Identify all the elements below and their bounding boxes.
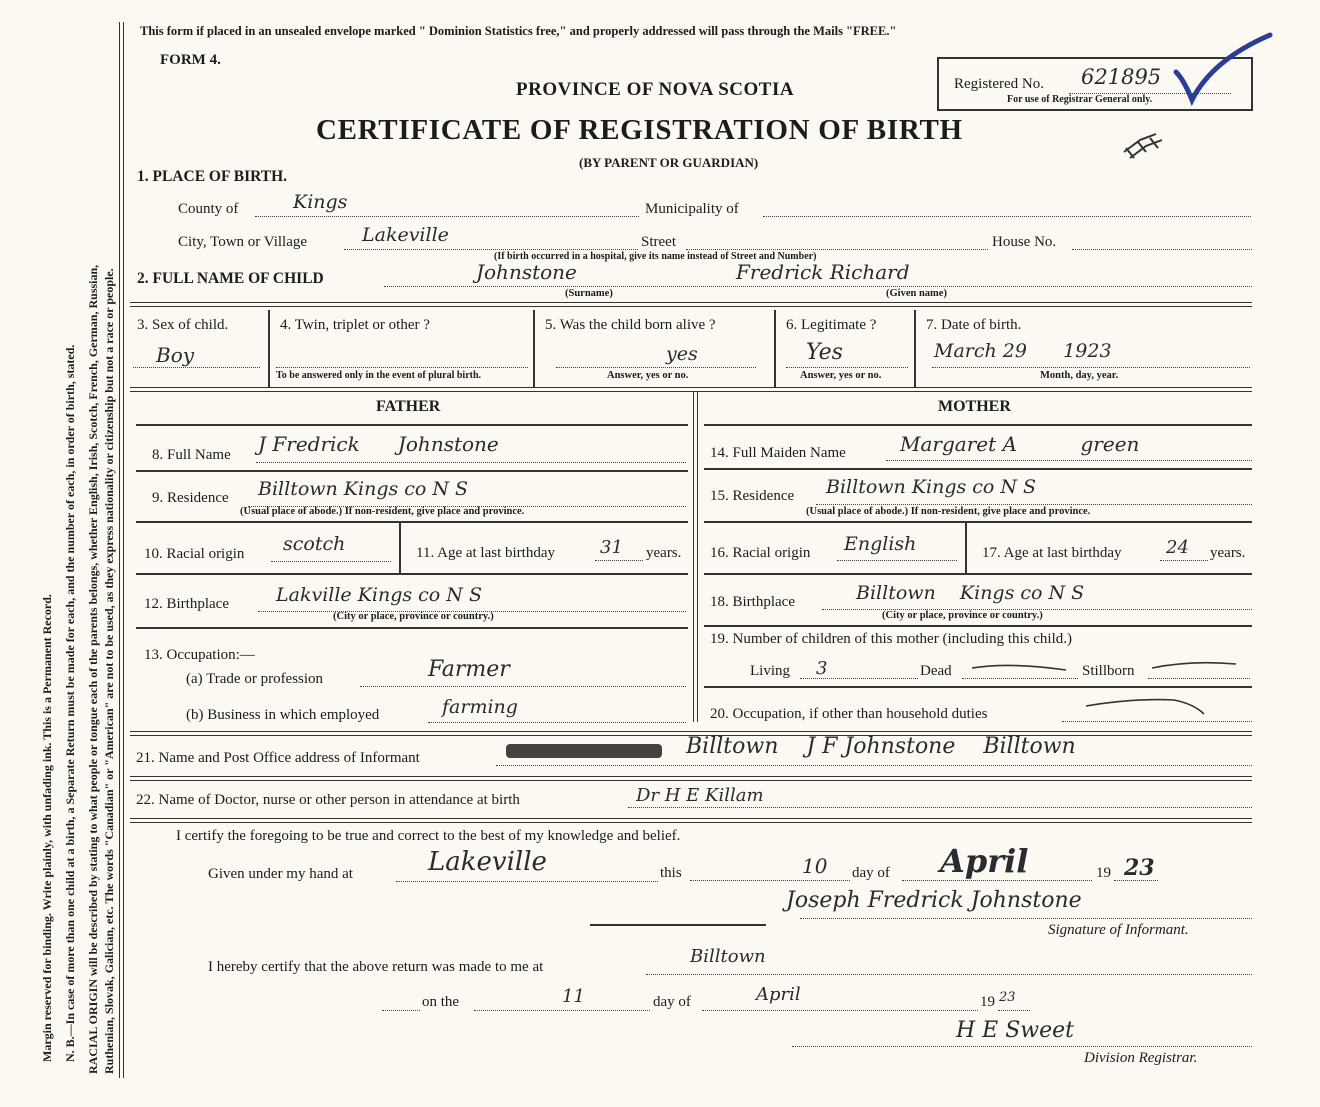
- registered-value: 621895: [1081, 65, 1162, 89]
- mother-name-value[interactable]: Margaret A green: [900, 432, 1140, 456]
- mother-residence-value[interactable]: Billtown Kings co N S: [826, 476, 1037, 498]
- dob-label: 7. Date of birth.: [926, 317, 1022, 333]
- father-residence-value[interactable]: Billtown Kings co N S: [258, 478, 469, 500]
- stamp-mark-icon: [1120, 128, 1170, 164]
- form-number: FORM 4.: [160, 52, 221, 68]
- margin-note-binding: Margin reserved for binding. Write plainly, with unfading ink. This is a Permanent Record.: [40, 594, 54, 1062]
- mother-birthplace-note: (City or place, province or country.): [882, 610, 1043, 621]
- this-label: this: [660, 865, 682, 881]
- certify-statement: I certify the foregoing to be true and correct to the best of my knowledge and belief.: [176, 828, 681, 844]
- mother-age-value[interactable]: 24: [1166, 537, 1189, 558]
- child-surname[interactable]: Johnstone: [476, 260, 577, 284]
- trade-label: (a) Trade or profession: [186, 671, 324, 687]
- on-the-label: on the: [422, 994, 460, 1010]
- father-race-value[interactable]: scotch: [283, 533, 346, 555]
- province-heading: PROVINCE OF NOVA SCOTIA: [516, 79, 795, 100]
- stillborn-label: Stillborn: [1082, 663, 1135, 679]
- registered-label: Registered No.: [954, 76, 1044, 92]
- father-residence-label: 9. Residence: [152, 490, 229, 506]
- registrar-month-value[interactable]: April: [756, 984, 801, 1005]
- business-label: (b) Business in which employed: [186, 707, 380, 723]
- living-label: Living: [750, 663, 790, 679]
- city-label: City, Town or Village: [178, 234, 308, 250]
- street-label: Street: [641, 234, 676, 250]
- given-day-value[interactable]: 10: [802, 854, 828, 878]
- legitimate-label: 6. Legitimate ?: [786, 317, 877, 333]
- living-value[interactable]: 3: [816, 658, 828, 679]
- sex-label: 3. Sex of child.: [137, 317, 229, 333]
- informant-signature[interactable]: Joseph Fredrick Johnstone: [786, 888, 1082, 913]
- registrar-signature[interactable]: H E Sweet: [956, 1018, 1075, 1043]
- child-given-name[interactable]: Fredrick Richard: [736, 260, 910, 284]
- mother-residence-label: 15. Residence: [710, 488, 795, 504]
- city-value[interactable]: Lakeville: [362, 224, 449, 246]
- informant-label: 21. Name and Post Office address of Informant: [136, 750, 420, 766]
- informant-signature-caption: Signature of Informant.: [1048, 922, 1189, 938]
- registrar-year-value[interactable]: 23: [999, 990, 1016, 1005]
- registrar-statement: I hereby certify that the above return was made to me at: [208, 959, 544, 975]
- doctor-value[interactable]: Dr H E Killam: [636, 785, 764, 806]
- struck-out-text: [506, 744, 662, 758]
- mail-notice: This form if placed in an unsealed envelope marked " Dominion Statistics free," and properly addressed will pass through the Mails "FREE.": [140, 24, 897, 38]
- given-month-value[interactable]: April: [940, 842, 1029, 880]
- year-prefix: 19: [1096, 865, 1111, 881]
- father-age-value[interactable]: 31: [600, 537, 623, 558]
- divider: [130, 387, 1252, 392]
- alive-label: 5. Was the child born alive ?: [545, 317, 716, 333]
- page-title: CERTIFICATE OF REGISTRATION OF BIRTH: [316, 114, 963, 146]
- father-name-value[interactable]: J Fredrick Johnstone: [258, 432, 499, 456]
- given-label: Given under my hand at: [208, 866, 353, 882]
- street-note: (If birth occurred in a hospital, give its name instead of Street and Number): [494, 251, 817, 262]
- father-residence-note: (Usual place of abode.) If non-resident, give place and province.: [240, 506, 525, 517]
- father-birthplace-value[interactable]: Lakville Kings co N S: [276, 584, 482, 606]
- county-value[interactable]: Kings: [293, 191, 348, 213]
- divider: [130, 818, 1252, 823]
- dob-caption: Month, day, year.: [1040, 370, 1119, 381]
- father-age-label: 11. Age at last birthday: [416, 545, 555, 561]
- father-birthplace-label: 12. Birthplace: [144, 596, 229, 612]
- mother-occupation-label: 20. Occupation, if other than household duties: [710, 706, 988, 722]
- twin-note: To be answered only in the event of plural birth.: [276, 370, 482, 381]
- father-age-unit: years.: [646, 545, 682, 561]
- column-divider: [693, 391, 698, 722]
- registrar-note: For use of Registrar General only.: [1007, 94, 1153, 105]
- child-name-label: 2. FULL NAME OF CHILD: [137, 270, 324, 287]
- margin-rule: [119, 22, 124, 1078]
- mother-heading: MOTHER: [938, 398, 1011, 415]
- registrar-signature-caption: Division Registrar.: [1084, 1050, 1198, 1066]
- father-race-label: 10. Racial origin: [144, 546, 245, 562]
- doctor-label: 22. Name of Doctor, nurse or other person in attendance at birth: [136, 792, 520, 808]
- alive-value[interactable]: yes: [666, 343, 698, 365]
- margin-note-racial: RACIAL ORIGIN will be described by stating to what people or tongue each of the parents belongs, whether English, Irish, Scotch, French, German, Russian,: [86, 264, 100, 1074]
- dob-value[interactable]: March 29 1923: [934, 340, 1112, 362]
- place-heading: 1. PLACE OF BIRTH.: [137, 168, 288, 185]
- divider: [130, 302, 1252, 307]
- twin-label: 4. Twin, triplet or other ?: [280, 317, 430, 333]
- business-value[interactable]: farming: [442, 696, 518, 718]
- mother-birthplace-label: 18. Birthplace: [710, 594, 795, 610]
- dash-mark-icon: [1150, 658, 1240, 674]
- checkmark-icon: [1170, 30, 1280, 110]
- divider: [130, 776, 1252, 781]
- father-occupation-label: 13. Occupation:—: [144, 647, 255, 663]
- surname-caption: (Surname): [565, 288, 613, 299]
- dash-mark-icon: [970, 660, 1070, 676]
- mother-race-value[interactable]: English: [844, 533, 917, 555]
- given-year-value[interactable]: 23: [1124, 855, 1155, 881]
- mother-race-label: 16. Racial origin: [710, 545, 811, 561]
- given-caption: (Given name): [886, 288, 947, 299]
- dead-label: Dead: [920, 663, 952, 679]
- margin-note-racial-2: Ruthenian, Slovak, Galician, etc. The words "Canadian" or "American" are not to be used, as they express nationality or citizenship but not a race or people.: [102, 268, 116, 1074]
- municipality-label: Municipality of: [645, 201, 739, 217]
- mother-age-label: 17. Age at last birthday: [982, 545, 1122, 561]
- day-of-label: day of: [852, 865, 890, 881]
- father-birthplace-note: (City or place, province or country.): [333, 611, 494, 622]
- children-count-label: 19. Number of children of this mother (including this child.): [710, 631, 1073, 647]
- page-subtitle: (BY PARENT OR GUARDIAN): [579, 155, 759, 170]
- registrar-day-of-label: day of: [653, 994, 691, 1010]
- registrar-day-value[interactable]: 11: [562, 986, 585, 1007]
- house-label: House No.: [992, 234, 1057, 250]
- given-place-value[interactable]: Lakeville: [428, 847, 547, 877]
- mother-birthplace-value[interactable]: Billtown Kings co N S: [856, 582, 1085, 604]
- county-label: County of: [178, 201, 239, 217]
- margin-note-nb: N. B.—In case of more than one child at a birth, a Separate Return must be made for each, and the number of each, in order of birth, stated.: [63, 344, 77, 1062]
- trade-value[interactable]: Farmer: [428, 657, 510, 682]
- registrar-year-prefix: 19: [980, 994, 995, 1010]
- alive-caption: Answer, yes or no.: [607, 370, 689, 381]
- mother-age-unit: years.: [1210, 545, 1246, 561]
- father-heading: FATHER: [376, 398, 441, 415]
- mother-residence-note: (Usual place of abode.) If non-resident, give place and province.: [806, 506, 1091, 517]
- legitimate-caption: Answer, yes or no.: [800, 370, 882, 381]
- mother-name-label: 14. Full Maiden Name: [710, 445, 846, 461]
- father-name-label: 8. Full Name: [152, 447, 231, 463]
- legitimate-value[interactable]: Yes: [806, 340, 843, 365]
- sex-value[interactable]: Boy: [156, 343, 195, 367]
- dash-mark-icon: [1084, 694, 1208, 720]
- informant-value[interactable]: Billtown J F Johnstone Billtown: [686, 734, 1076, 759]
- registrar-place-value[interactable]: Billtown: [690, 946, 766, 967]
